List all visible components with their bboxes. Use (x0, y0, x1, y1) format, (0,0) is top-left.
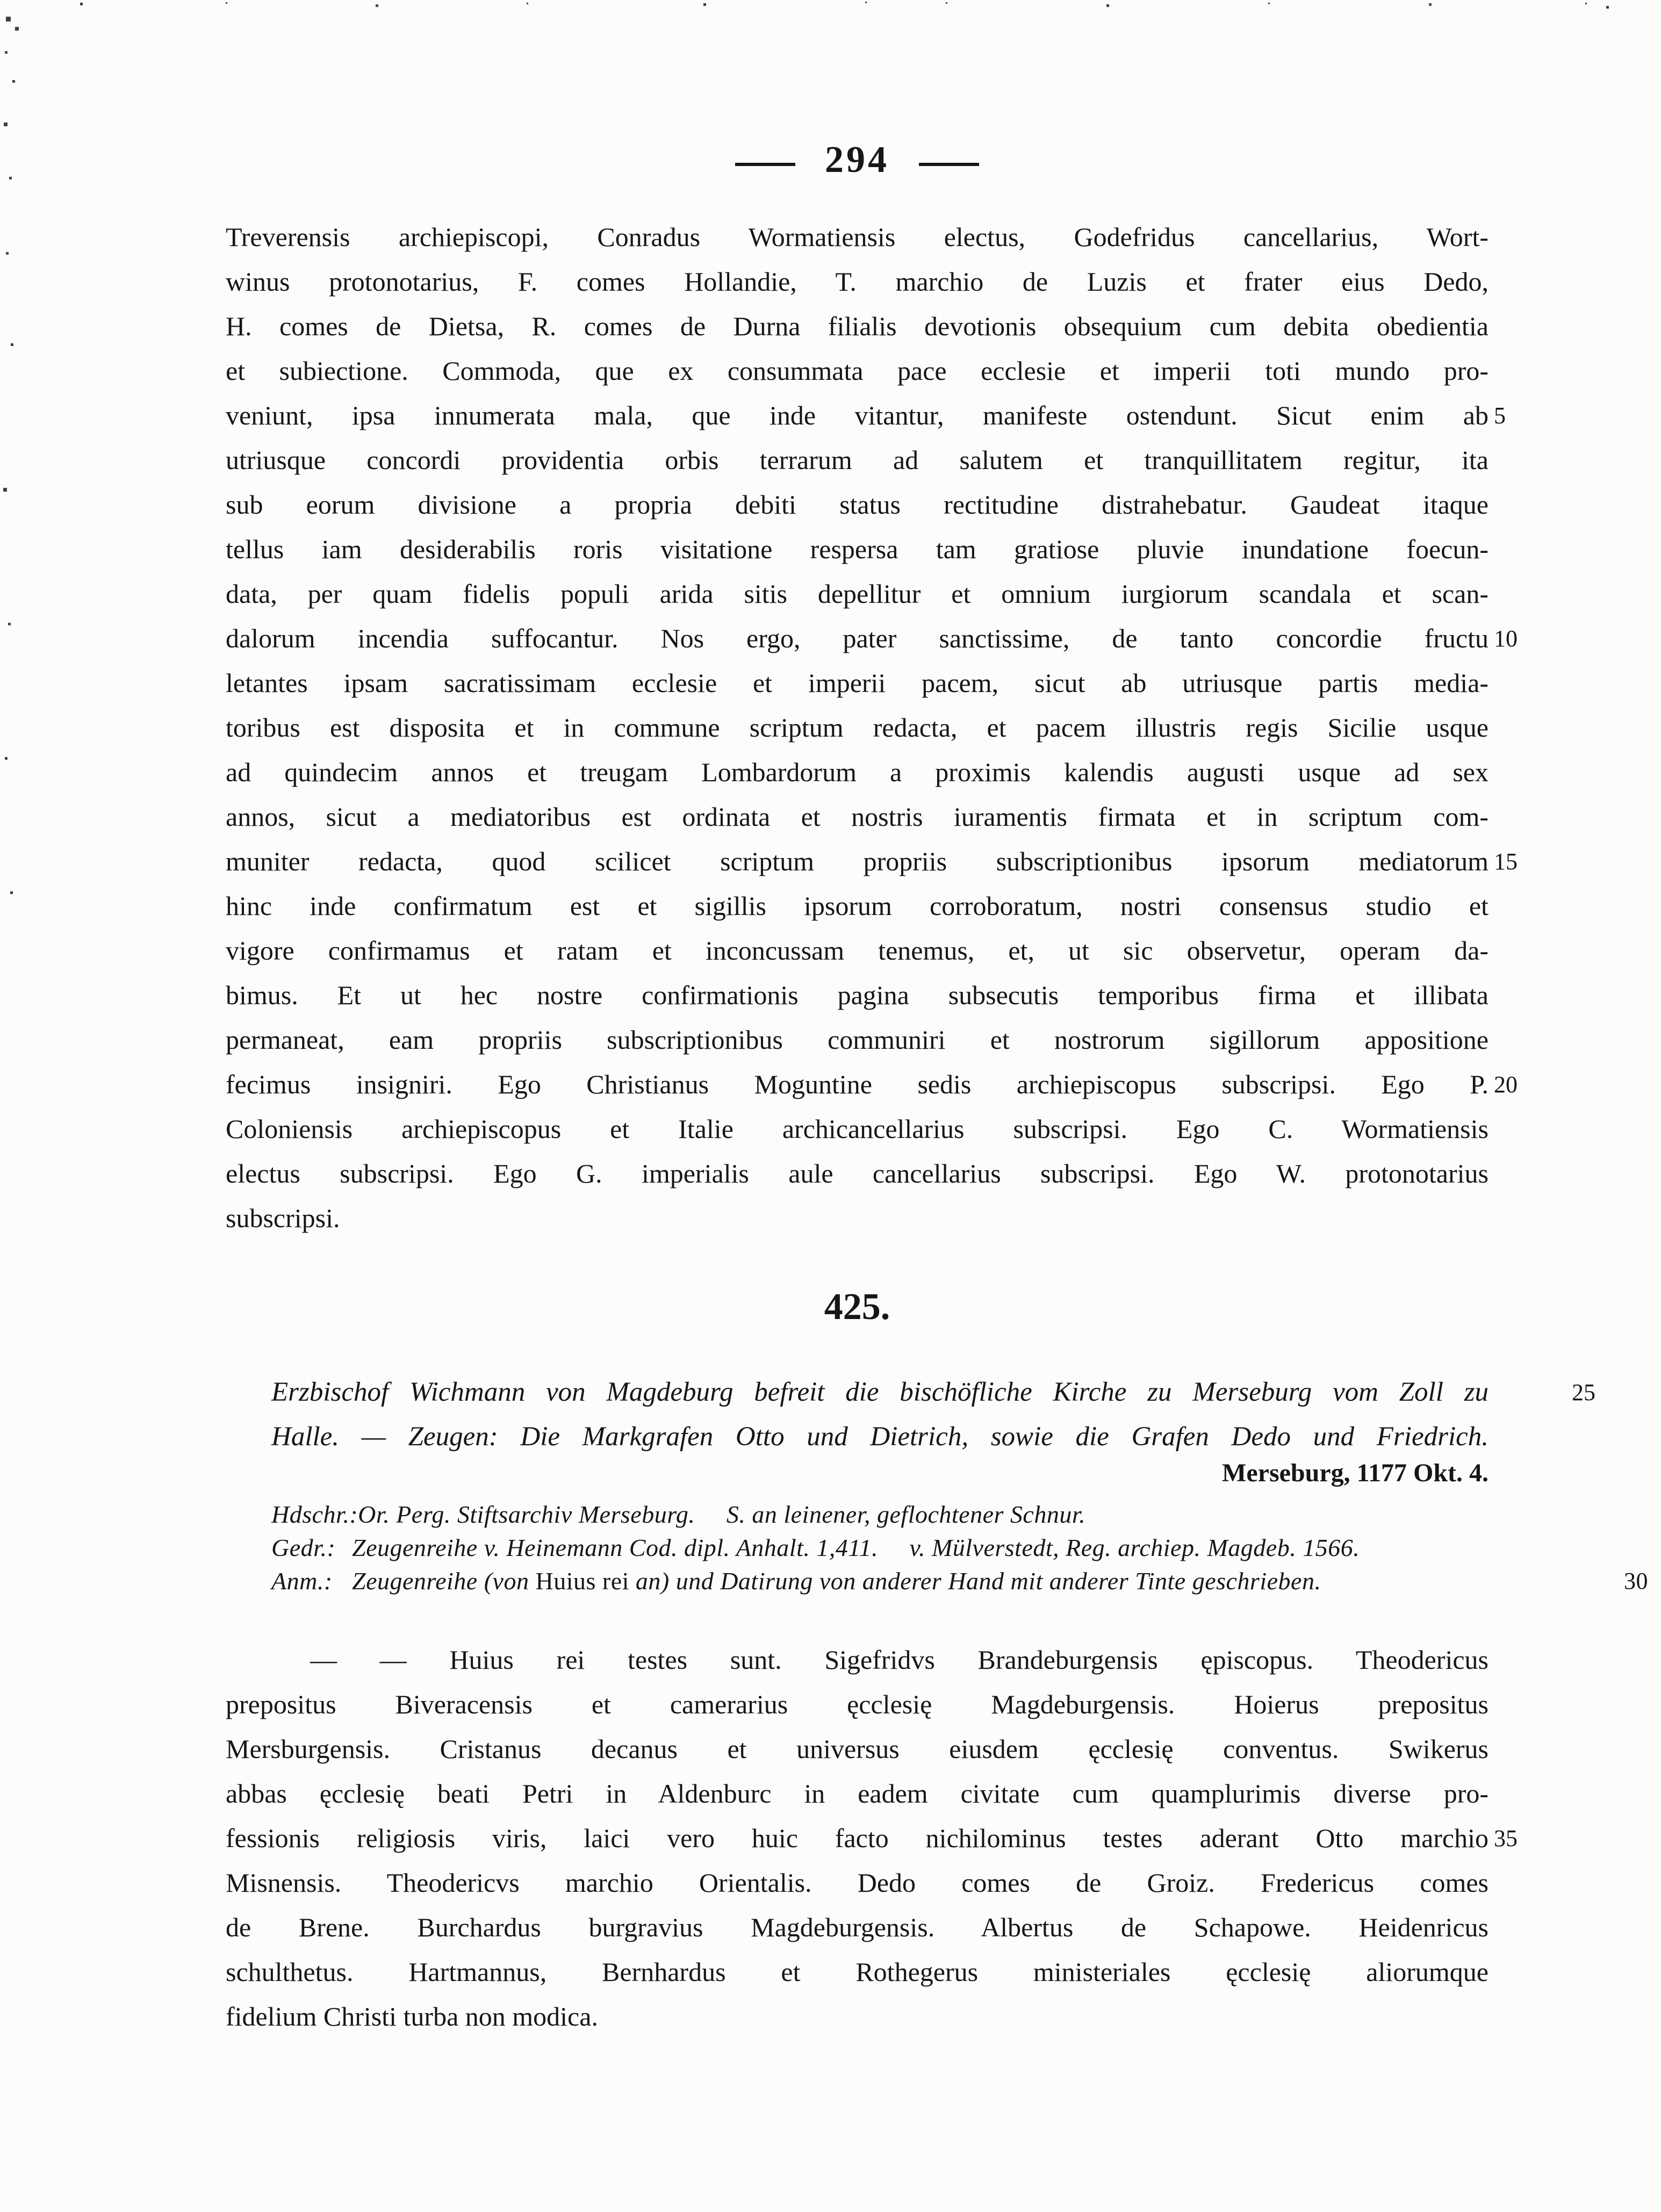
text-line (226, 1107, 1489, 1151)
line-text: hinc inde confirmatum est et sigillis ipsorum corroboratum, nostri consensus studio et (226, 891, 1489, 921)
line-text: de Brene. Burchardus burgravius Magdeburgensis. Albertus de Schapowe. Heidenricus (226, 1912, 1489, 1942)
apparatus-gedr (271, 1531, 1489, 1565)
text-line (226, 527, 1489, 572)
text-line (226, 1196, 1489, 1241)
line-number: 20 (1494, 1071, 1518, 1098)
text-line (226, 215, 1489, 260)
line-text: H. comes de Dietsa, R. comes de Durna filialis devotionis obsequium cum debita obedientia (226, 311, 1489, 341)
apparatus-label: Gedr.: (271, 1534, 336, 1561)
line-text: fessionis religiosis viris, laici vero huic facto nichilominus testes aderant Otto marchio (226, 1823, 1489, 1853)
line-text: data, per quam fidelis populi arida sitis depellitur et omnium iurgiorum scandala et scan- (226, 579, 1489, 609)
text-line (226, 304, 1489, 349)
text-line (226, 750, 1489, 795)
text-line (226, 1638, 1489, 1682)
apparatus (271, 1498, 1648, 1598)
line-text: dalorum incendia suffocantur. Nos ergo, pater sanctissime, de tanto concordie fructu (226, 623, 1489, 653)
text-line (226, 1905, 1489, 1950)
text-line (226, 1062, 1518, 1107)
header-rule-left-icon (735, 163, 795, 166)
line-text: tellus iam desiderabilis roris visitatione respersa tam gratiose pluvie inundatione foecun- (226, 534, 1489, 564)
line-text: prepositus Biveracensis et camerarius ęcclesię Magdeburgensis. Hoierus prepositus (226, 1689, 1489, 1719)
apparatus-text: Zeugenreihe v. Heinemann Cod. dipl. Anhalt. 1,411. v. Mülverstedt, Reg. archiep. Magdeb. 1566. (352, 1534, 1360, 1561)
regest-line (271, 1370, 1595, 1415)
line-text: Erzbischof Wichmann von Magdeburg befreit die bischöfliche Kirche zu Merseburg vom Zoll zu (271, 1377, 1489, 1407)
apparatus-hdschr (271, 1498, 1489, 1531)
line-text: sub eorum divisione a propria debiti status rectitudine distrahebatur. Gaudeat itaque (226, 489, 1489, 520)
text-line (226, 839, 1518, 884)
charter-424-continuation (226, 215, 1518, 1241)
text-line (226, 1151, 1489, 1196)
line-number: 5 (1494, 402, 1506, 429)
text-line (226, 705, 1489, 750)
line-text: schulthetus. Hartmannus, Bernhardus et Rothegerus ministeriales ęcclesię aliorumque (226, 1957, 1489, 1987)
text-line (226, 1727, 1489, 1771)
line-text: fecimus insigniri. Ego Christianus Moguntine sedis archiepiscopus subscripsi. Ego P. (226, 1069, 1489, 1099)
date-place-line: Merseburg, 1177 Okt. 4. (1222, 1459, 1489, 1487)
page-number: 294 (825, 139, 889, 181)
line-number: 10 (1494, 625, 1518, 652)
text-line (226, 884, 1489, 928)
line-text: fidelium Christi turba non modica. (226, 2001, 598, 2031)
charter-425-text (226, 1638, 1518, 2039)
line-text: electus subscripsi. Ego G. imperialis aule cancellarius subscripsi. Ego W. protonotarius (226, 1158, 1489, 1188)
line-text: bimus. Et ut hec nostre confirmationis pagina subsecutis temporibus firma et illibata (226, 980, 1489, 1010)
line-text: — — Huius rei testes sunt. Sigefridvs Brandeburgensis ępiscopus. Theodericus (310, 1645, 1489, 1675)
text-line (226, 438, 1489, 482)
line-text: Treverensis archiepiscopi, Conradus Wormatiensis electus, Godefridus cancellarius, Wort- (226, 222, 1489, 252)
line-text: vigore confirmamus et ratam et inconcussam tenemus, et, ut sic observetur, operam da- (226, 935, 1489, 966)
line-text: veniunt, ipsa innumerata mala, que inde vitantur, manifeste ostendunt. Sicut enim ab (226, 400, 1489, 430)
text-line (226, 1994, 1489, 2039)
header-rule-right-icon (919, 163, 979, 166)
apparatus-label: Anm.: (271, 1567, 333, 1595)
line-text: subscripsi. (226, 1203, 340, 1233)
apparatus-text (352, 1567, 1321, 1595)
line-number: 25 (1572, 1379, 1595, 1406)
line-text: Coloniensis archiepiscopus et Italie archicancellarius subscripsi. Ego C. Wormatiensis (226, 1114, 1489, 1144)
line-text: toribus est disposita et in commune scriptum redacta, et pacem illustris regis Sicilie usque (226, 712, 1489, 743)
text-line (226, 661, 1489, 705)
text-line (226, 572, 1489, 616)
line-text: letantes ipsam sacratissimam ecclesie et imperii pacem, sicut ab utriusque partis media- (226, 668, 1489, 698)
text-line (226, 1950, 1489, 1994)
line-number: 15 (1494, 848, 1518, 875)
line-text: Halle. — Zeugen: Die Markgrafen Otto und Dietrich, sowie die Grafen Dedo und Friedrich. (271, 1422, 1489, 1452)
text-line (226, 482, 1489, 527)
text-line (226, 1816, 1518, 1861)
text-line (226, 260, 1489, 304)
line-text: muniter redacta, quod scilicet scriptum propriis subscriptionibus ipsorum mediatorum (226, 846, 1489, 876)
apparatus-anm (271, 1565, 1648, 1598)
line-text: Mersburgensis. Cristanus decanus et universus eiusdem ęcclesię conventus. Swikerus (226, 1734, 1489, 1764)
line-text: winus protonotarius, F. comes Hollandie, T. marchio de Luzis et frater eius Dedo, (226, 266, 1489, 297)
line-text: abbas ęcclesię beati Petri in Aldenburc in eadem civitate cum quamplurimis diverse pro- (226, 1778, 1489, 1808)
scan-noise-specks (0, 0, 2, 2)
apparatus-text: Or. Perg. Stiftsarchiv Merseburg. S. an leinener, geflochtener Schnur. (358, 1501, 1086, 1528)
text-line (226, 928, 1489, 973)
apparatus-label: Hdschr.: (271, 1501, 358, 1528)
line-text: Misnensis. Theodericvs marchio Orientalis. Dedo comes de Groiz. Fredericus comes (226, 1868, 1489, 1898)
text-line (226, 1771, 1489, 1816)
text-line (226, 393, 1506, 438)
apparatus-text-italic: Zeugenreihe (von (352, 1567, 536, 1595)
line-text: permaneat, eam propriis subscriptionibus communiri et nostrorum sigillorum appositione (226, 1025, 1489, 1055)
line-text: annos, sicut a mediatoribus est ordinata et nostris iuramentis firmata et in scriptum com- (226, 802, 1489, 832)
charter-number: 425. (824, 1286, 890, 1328)
regest (271, 1370, 1595, 1459)
page-header (226, 133, 1489, 187)
line-number: 30 (1624, 1568, 1648, 1594)
line-text: utriusque concordi providentia orbis terrarum ad salutem et tranquillitatem regitur, ita (226, 445, 1489, 475)
text-line (226, 1682, 1489, 1727)
apparatus-text-italic: an) und Datirung von anderer Hand mit anderer Tinte geschrieben. (629, 1567, 1321, 1595)
line-text: et subiectione. Commoda, que ex consummata pace ecclesie et imperii toti mundo pro- (226, 356, 1489, 386)
line-text: ad quindecim annos et treugam Lombardorum a proximis kalendis augusti usque ad sex (226, 757, 1489, 787)
text-line (226, 973, 1489, 1018)
text-line (226, 795, 1489, 839)
text-line (226, 1018, 1489, 1062)
text-line (226, 349, 1489, 393)
line-number: 35 (1494, 1825, 1518, 1851)
apparatus-text-roman: Huius rei (535, 1567, 629, 1595)
text-line (226, 616, 1518, 661)
text-line (226, 1861, 1489, 1905)
